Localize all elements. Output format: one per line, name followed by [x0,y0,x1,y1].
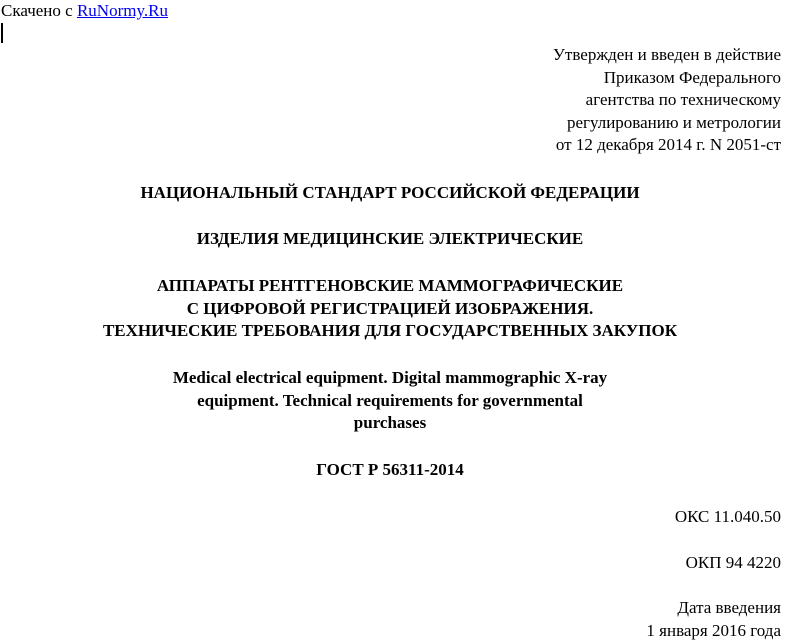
english-title-line: equipment. Technical requirements for governmental [197,390,583,410]
gost-number: ГОСТ Р 56311-2014 [316,460,464,479]
english-title-line: Medical electrical equipment. Digital mammographic X-ray [172,368,608,387]
national-standard-heading [0,182,780,205]
english-title-line: purchases [353,413,427,433]
download-prefix: Скачено с [1,1,77,20]
approval-line: агентства по техническому [585,90,781,110]
introduction-date-label: Дата введения [677,598,781,617]
introduction-date-block [646,597,781,642]
apparatus-title-line: АППАРАТЫ РЕНТГЕНОВСКИЕ МАММОГРАФИЧЕСКИЕ [156,276,624,295]
apparatus-title-line: С ЦИФРОВОЙ РЕГИСТРАЦИЕЙ ИЗОБРАЖЕНИЯ. [186,298,594,318]
approval-line: Приказом Федерального [603,67,781,87]
oks-code: ОКС 11.040.50 [674,507,781,526]
approval-line: Утвержден и введен в действие [552,45,781,64]
introduction-date-value: 1 января 2016 года [646,620,781,640]
runormy-link[interactable]: RuNormy.Ru [76,1,168,20]
okp-code: ОКП 94 4220 [685,553,781,572]
devices-heading [0,228,780,251]
gost-number-heading [0,459,780,482]
approval-block [381,44,781,157]
apparatus-title-line: ТЕХНИЧЕСКИЕ ТРЕБОВАНИЯ ДЛЯ ГОСУДАРСТВЕННЫХ ЗАКУПОК [102,321,678,341]
approval-line: от 12 декабря 2014 г. N 2051-ст [555,135,781,155]
national-standard-title: НАЦИОНАЛЬНЫЙ СТАНДАРТ РОССИЙСКОЙ ФЕДЕРАЦИИ [140,183,640,202]
devices-title: ИЗДЕЛИЯ МЕДИЦИНСКИЕ ЭЛЕКТРИЧЕСКИЕ [196,229,584,248]
apparatus-heading [0,275,780,343]
download-source-line [1,0,168,22]
text-cursor [1,23,3,43]
approval-line: регулированию и метрологии [566,112,781,132]
english-title-heading [0,367,780,435]
